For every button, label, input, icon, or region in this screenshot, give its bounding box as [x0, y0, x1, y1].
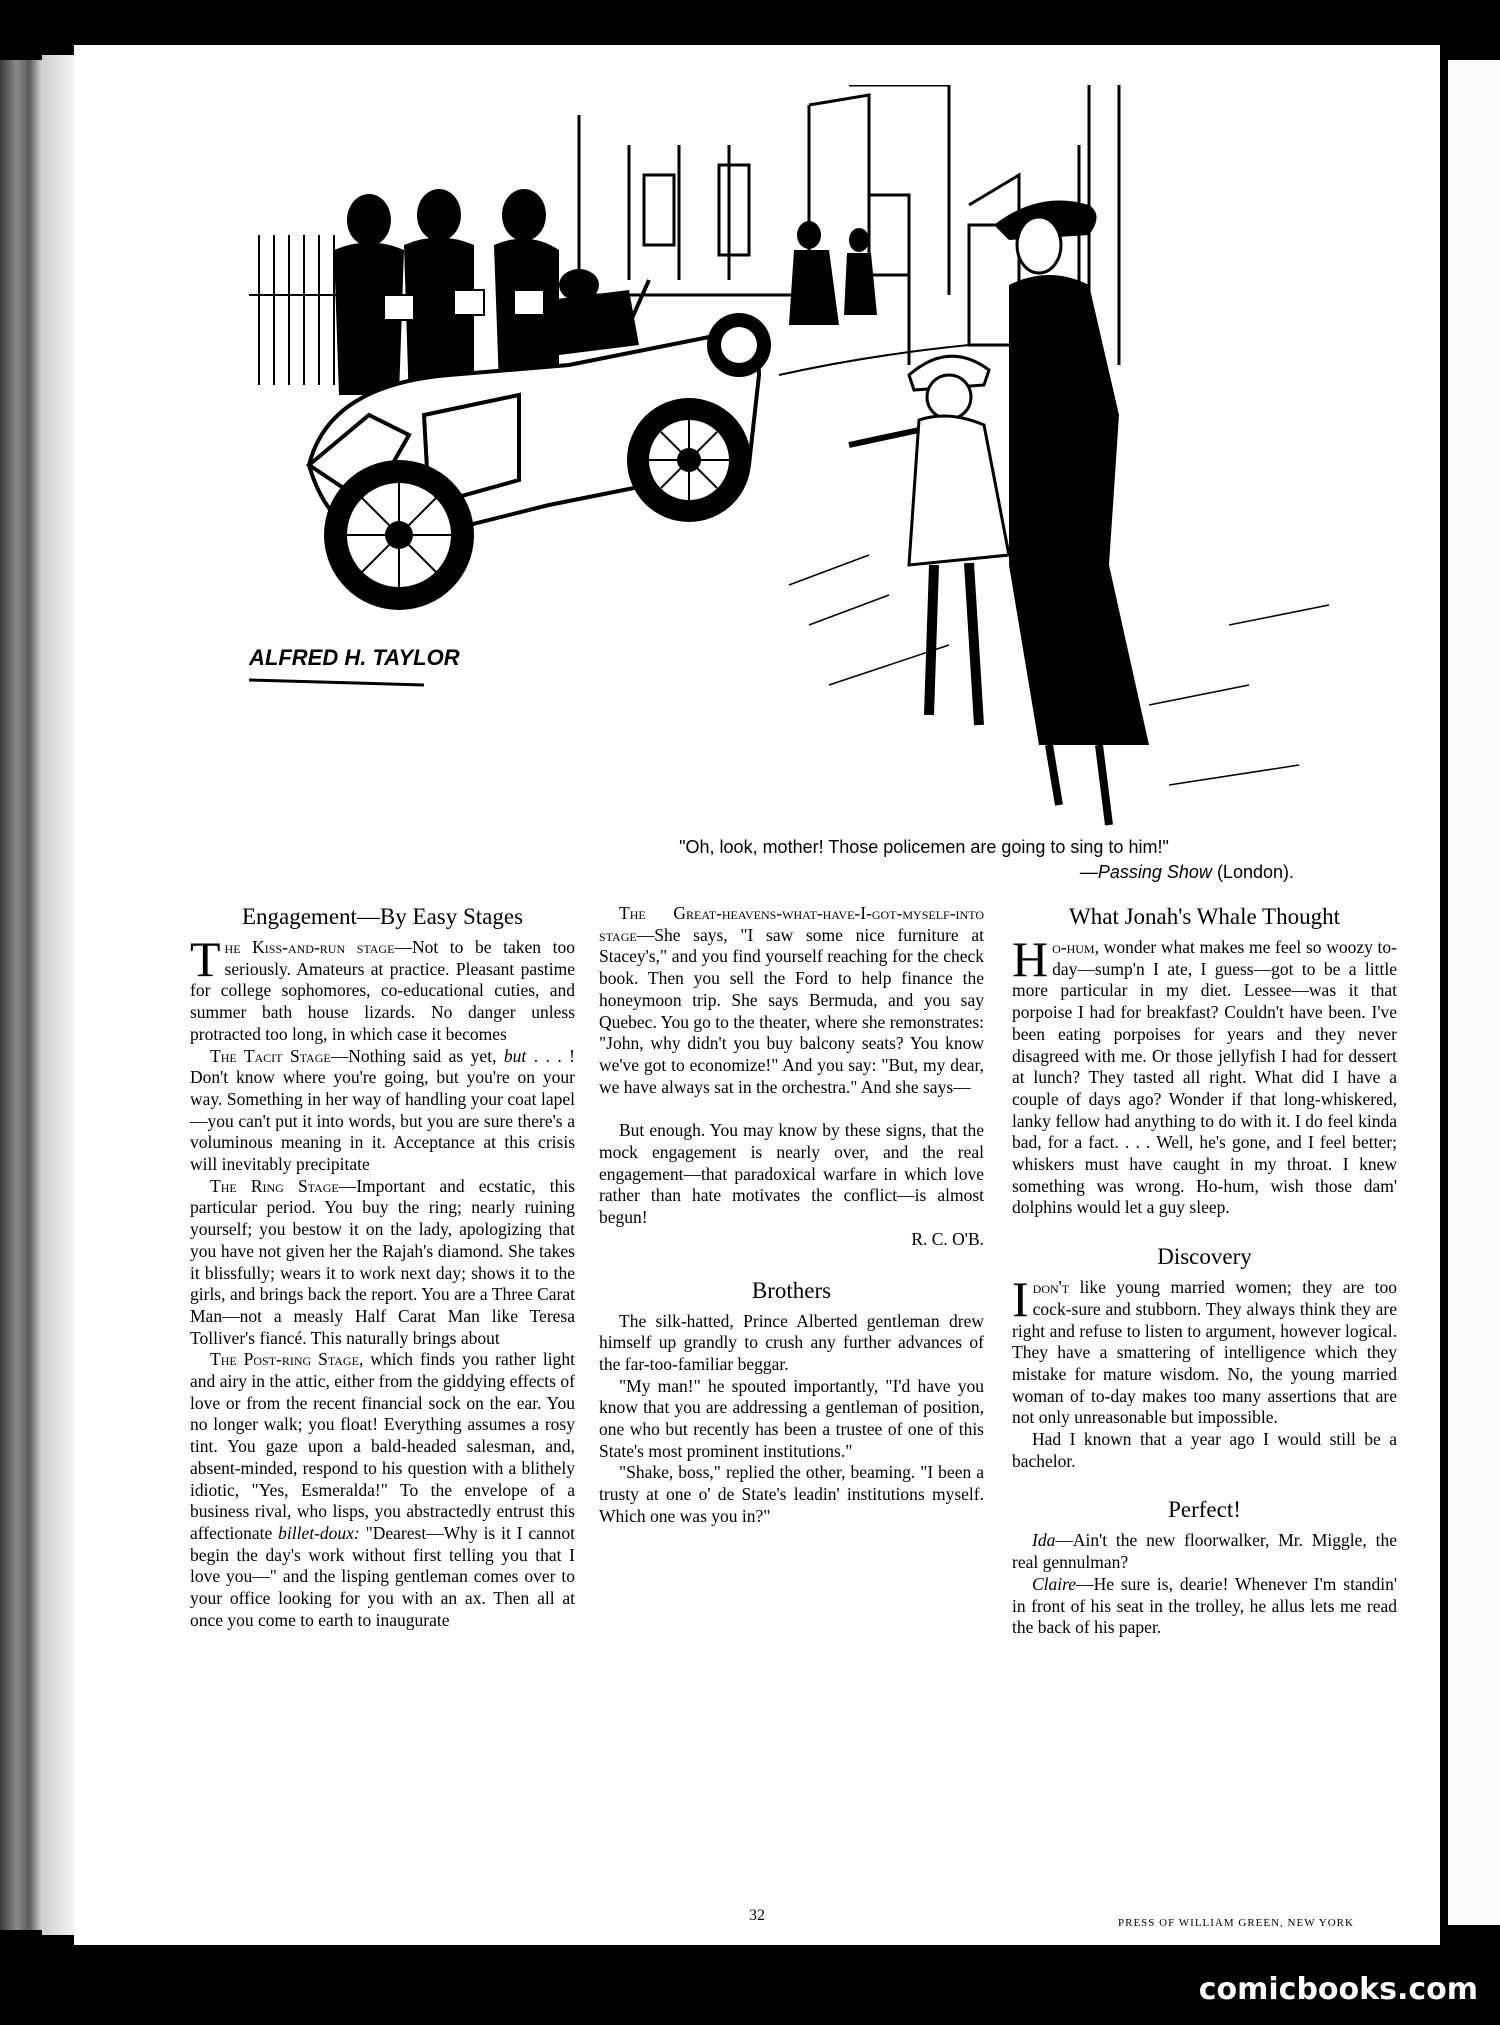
caption-location: (London).: [1216, 862, 1294, 882]
caption-source: —Passing Show: [1079, 862, 1212, 882]
site-watermark: comicbooks.com: [1198, 1972, 1478, 2007]
brothers-paragraph: "Shake, boss," replied the other, beaming. "I been a trusty at one o' de State's leadin' institutions myself. Which one was you in?": [599, 1462, 984, 1526]
cartoon-illustration: [249, 85, 1384, 855]
artist-signature: ALFRED H. TAYLOR: [249, 645, 460, 670]
jonah-title: What Jonah's Whale Thought: [1069, 904, 1340, 929]
paragraph-tacit: The Tacit Stage—Nothing said as yet, but . . . ! Don't know where you're going, but you're on your way. Something in her way of handling your coat lapel—you can't put it into words, but you are sure there's a voluminous meaning in it. Acceptance at this crisis will inevitably precipitate: [190, 1045, 575, 1175]
brothers-title: Brothers: [751, 1277, 832, 1303]
drop-cap: I: [1012, 1271, 1029, 1328]
paragraph-kiss-and-run: The Kiss-and-run stage—Not to be taken too seriously. Amateurs at practice. Pleasant pastime for college sophomores, co-educational cuties, and summer bath house lizards. No danger unless protracted too long, in which case it becomes: [190, 931, 575, 1044]
discovery-paragraph: I don't like young married women; they are too cock-sure and stubborn. They always think they are right and refuse to listen to argument, however logical. They have a smattering of intelligence which they mistake for mature wisdom. No, the young married woman of to-day makes too many assertions that are not only unreasonable but impossible.: [1012, 1271, 1397, 1428]
perfect-line-ida: Ida—Ain't the new floorwalker, Mr. Miggle, the real gennulman?: [1012, 1530, 1397, 1573]
drop-cap: T: [190, 931, 221, 987]
article-title: Engagement—By Easy Stages: [241, 904, 524, 929]
paragraph-great-heavens: The Great-heavens-what-have-I-got-myself-into stage—She says, "I saw some nice furniture at Stacey's," and you find yourself reaching for the check book. Then you sell the Ford to help finance the honeymoon trip. She says Bermuda, and you say Quebec. You go to the theater, where she remonstrates: "John, why didn't you buy balcony seats? You know we've got to economize!" And you say: "But, my dear, we have always sat in the orchestra." And she says—: [599, 903, 984, 1097]
paragraph-post-ring: The Post-ring Stage, which finds you rather light and airy in the attic, either from the giddying effects of love or from the recent financial sock on the ear. You no longer walk; you float! Everything assumes a rosy tint. You gaze upon a bald-headed salesman, and, absent-minded, respond to his question with a blithely idiotic, "Yes, Esmeralda!" To the envelope of a business rival, who lisps, you abstractedly entrust this affectionate billet-doux: "Dearest—Why is it I cannot begin the day's work without first telling you that I love you—" and the lisping gentleman comes over to your office looking for you with an ax. Then all at once you come to earth to inaugurate: [190, 1349, 576, 1630]
drop-cap: H: [1012, 931, 1049, 987]
jonah-paragraph: Ho-hum, wonder what makes me feel so woozy to-day—sump'n I ate, I guess—got to be a little more particular in my diet. Lessee—was it that porpoise I had for breakfast? Couldn't have been. I've been eating porpoises for years and they never disagreed with me. Or those jellyfish I had for dessert at lunch? They tasted all right. What did I have a couple of days ago? Wonder if that long-whiskered, lanky fellow had anything to do with it. I do feel kinda bad, for a fact. . . . Well, he's gone, and I feel better; whiskers must have caught in my throat. I knew something was wrong. Ho-hum, wish those dam' dolphins would let a guy sleep.: [1012, 931, 1397, 1218]
paragraph-ring: The Ring Stage—Important and ecstatic, this particular period. You buy the ring; nearly ruining yourself; you bestow it on the lady, apologizing that you have not given her the Rajah's diamond. She takes it blissfully; wears it to work next day; shows it to the girls, and brings back the report. You are a Three Carat Man—not a measly Half Carat Man like Teresa Tolliver's fiancé. This naturally brings about: [190, 1175, 576, 1348]
page-number: 32: [749, 1907, 765, 1924]
brothers-paragraph: The silk-hatted, Prince Alberted gentleman drew himself up grandly to crush any further advances of the far-too-familiar beggar.: [599, 1310, 984, 1374]
perfect-line-claire: Claire—He sure is, dearie! Whenever I'm standin' in front of his seat in the trolley, he allus lets me read the back of his paper.: [1012, 1573, 1397, 1638]
discovery-title: Discovery: [1157, 1244, 1252, 1270]
press-credit: PRESS OF WILLIAM GREEN, NEW YORK: [1118, 1917, 1354, 1929]
column-3: [1012, 903, 1397, 1639]
paragraph-conclusion: But enough. You may know by these signs, that the mock engagement is nearly over, and the real engagement—that paradoxical warfare in which love rather than hate motivates the conflict—is almost begun!: [599, 1120, 984, 1228]
facing-page-edge: [1448, 60, 1500, 1925]
column-2: [599, 903, 984, 1528]
book-binding-edge: [42, 55, 74, 1935]
discovery-paragraph-2: Had I known that a year ago I would still be a bachelor.: [1012, 1429, 1397, 1471]
perfect-title: Perfect!: [1168, 1497, 1241, 1523]
brothers-paragraph: "My man!" he spouted importantly, "I'd have you know that you are addressing a gentleman of position, one who but recently has been a trustee of one of this State's most prominent institutions.": [599, 1375, 984, 1461]
book-binding: [0, 60, 42, 1930]
caption-quote: "Oh, look, mother! Those policemen are going to sing to him!": [679, 837, 1169, 857]
magazine-page: [74, 45, 1440, 1945]
author-signature: R. C. O'B.: [911, 1228, 984, 1249]
illustration-caption: [474, 835, 1374, 885]
column-1: [190, 903, 575, 1632]
